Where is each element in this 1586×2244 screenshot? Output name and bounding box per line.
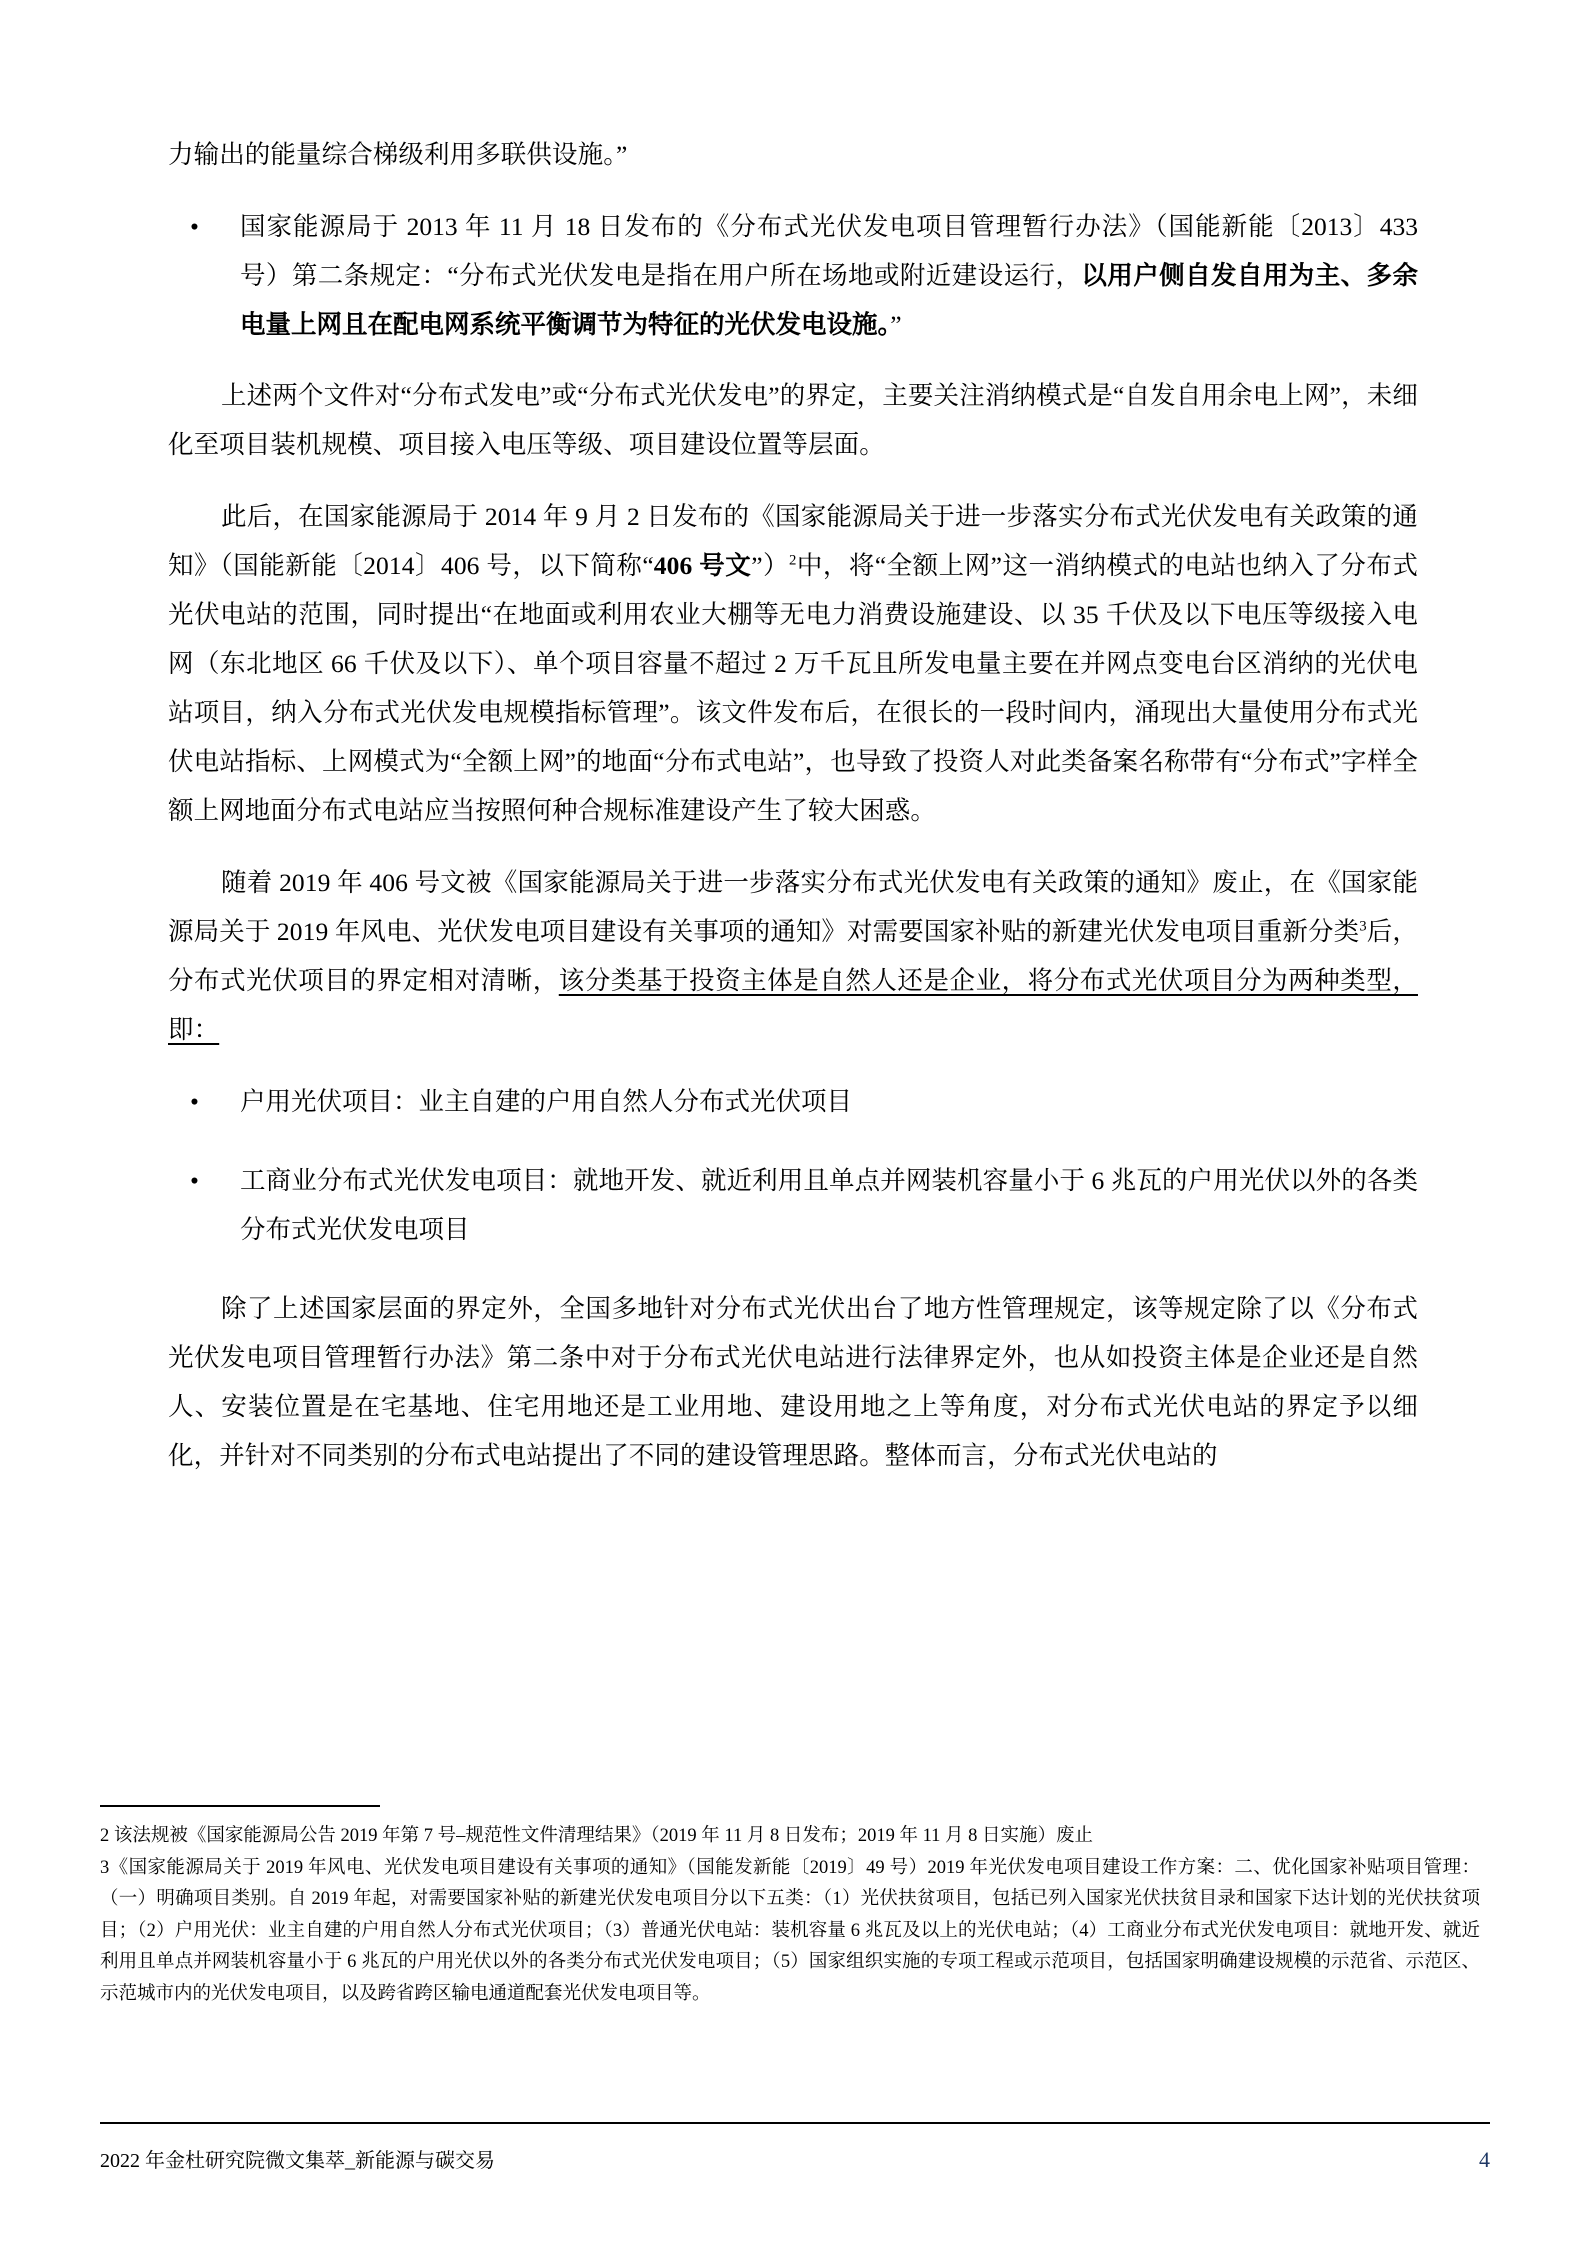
footnote-2: 2 该法规被《国家能源局公告 2019 年第 7 号–规范性文件清理结果》（2019 年 11 月 8 日发布；2019 年 11 月 8 日实施）废止 [100, 1826, 1094, 1846]
bullet-list-project-types [168, 1077, 1418, 1254]
bullet-text-part1: 国家能源局于 2013 年 11 月 18 日发布的《分布式光伏发电项目管理暂行办法》（国能新能〔2013〕433 号）第二条规定：“分布式光伏发电是指在用户所在场地或附近建设运行， [240, 212, 1418, 290]
footnote-3: 3《国家能源局关于 2019 年风电、光伏发电项目建设有关事项的通知》（国能发新能〔2019〕49 号）2019 年光伏发电项目建设工作方案：二、优化国家补贴项目管理：（一）明确项目类别。自 2019 年起，对需要国家补贴的新建光伏发电项目分以下五类：（1）光伏扶贫项目，包括已列入国家光伏扶贫目录和国家下达计划的光伏扶贫项目；（2）户用光伏：业主自建的户用自然人分布式光伏项目；（3）普通光伏电站：装机容量 6 兆瓦及以上的光伏电站；（4）工商业分布式光伏发电项目：就地开发、就近利用且单点并网装机容量小于 6 兆瓦的户用光伏以外的各类分布式光伏发电项目；（5）国家组织实施的专项工程或示范项目，包括国家明确建设规模的示范省、示范区、示范城市内的光伏发电项目，以及跨省跨区输电通道配套光伏发电项目等。 [100, 1857, 1480, 2004]
footnote-separator-rule [100, 1805, 380, 1807]
footnote-ref-3[interactable]: 3 [1359, 918, 1367, 935]
paragraph-2019-underlined: 该分类基于投资主体是自然人还是企业，将分布式光伏项目分为两种类型，即： [168, 966, 1418, 1044]
page-footer [100, 2122, 1490, 2175]
footer-row [100, 2146, 1490, 2175]
bullet-item-household-pv [168, 1077, 1418, 1126]
bullet-dot-icon: • [190, 212, 199, 241]
bullet-text-emphasis: 以用户侧自发自用为主、多余电量上网且在配电网系统平衡调节为特征的光伏发电设施。 [240, 261, 1418, 339]
footer-separator-rule [100, 2122, 1490, 2124]
paragraph-406-part-a: 此后，在国家能源局于 2014 年 9 月 2 日发布的《国家能源局关于进一步落实分布式光伏发电有关政策的通知》（国能新能〔2014〕406 号，以下简称“ [168, 502, 1418, 580]
bullet-text-part3: ” [890, 310, 902, 339]
paragraph-2019-part-b: 后，分布式光伏项目的界定相对清晰， [168, 917, 1418, 995]
bullet-text: 户用光伏项目：业主自建的户用自然人分布式光伏项目 [240, 1087, 853, 1116]
bullet-dot-icon: • [190, 1166, 199, 1195]
bullet-dot-icon: • [190, 1087, 199, 1116]
footnotes-section [100, 1805, 1480, 2010]
page-number: 4 [1479, 2147, 1490, 2172]
paragraph-quote-tail: 力输出的能量综合梯级利用多联供设施。” [168, 140, 628, 169]
bullet-item-commercial-pv [168, 1156, 1418, 1254]
footnote-ref-2[interactable]: 2 [789, 552, 797, 569]
paragraph-2019 [168, 858, 1418, 1054]
paragraph-406-part-b: ”） [751, 551, 789, 580]
paragraph-2019-part-a: 随着 2019 年 406 号文被《国家能源局关于进一步落实分布式光伏发电有关政策的通知》废止，在《国家能源局关于 2019 年风电、光伏发电项目建设有关事项的通知》对需要国家补贴的新建光伏发电项目重新分类 [168, 868, 1418, 946]
bullet-list-nea-2013 [168, 202, 1418, 349]
paragraph-406-part-c: 中，将“全额上网”这一消纳模式的电站也纳入了分布式光伏电站的范围，同时提出“在地面或利用农业大棚等无电力消费设施建设、以 35 千伏及以下电压等级接入电网（东北地区 66 千伏及以下）、单个项目容量不超过 2 万千瓦且所发电量主要在并网点变电台区消纳的光伏电站项目，纳入分布式光伏发电规模指标管理”。该文件发布后，在很长的一段时间内，涌现出大量使用分布式光伏电站指标、上网模式为“全额上网”的地面“分布式电站”，也导致了投资人对此类备案名称带有“分布式”字样全额上网地面分布式电站应当按照何种合规标准建设产生了较大困惑。 [168, 551, 1418, 825]
bullet-item-nea-2013 [168, 202, 1418, 349]
paragraph-406 [168, 492, 1418, 835]
bullet-text: 工商业分布式光伏发电项目：就地开发、就近利用且单点并网装机容量小于 6 兆瓦的户用光伏以外的各类分布式光伏发电项目 [240, 1166, 1418, 1244]
footer-title: 2022 年金杜研究院微文集萃_新能源与碳交易 [100, 2150, 495, 2172]
page-content [168, 130, 1418, 1480]
paragraph-406-doc-name: 406 号文 [653, 551, 752, 580]
paragraph-summary: 上述两个文件对“分布式发电”或“分布式光伏发电”的界定，主要关注消纳模式是“自发自用余电上网”，未细化至项目装机规模、项目接入电压等级、项目建设位置等层面。 [168, 381, 1418, 459]
paragraph-local-regulations: 除了上述国家层面的界定外，全国多地针对分布式光伏出台了地方性管理规定，该等规定除了以《分布式光伏发电项目管理暂行办法》第二条中对于分布式光伏电站进行法律界定外，也从如投资主体是企业还是自然人、安装位置是在宅基地、住宅用地还是工业用地、建设用地之上等角度，对分布式光伏电站的界定予以细化，并针对不同类别的分布式电站提出了不同的建设管理思路。整体而言，分布式光伏电站的 [168, 1294, 1418, 1470]
